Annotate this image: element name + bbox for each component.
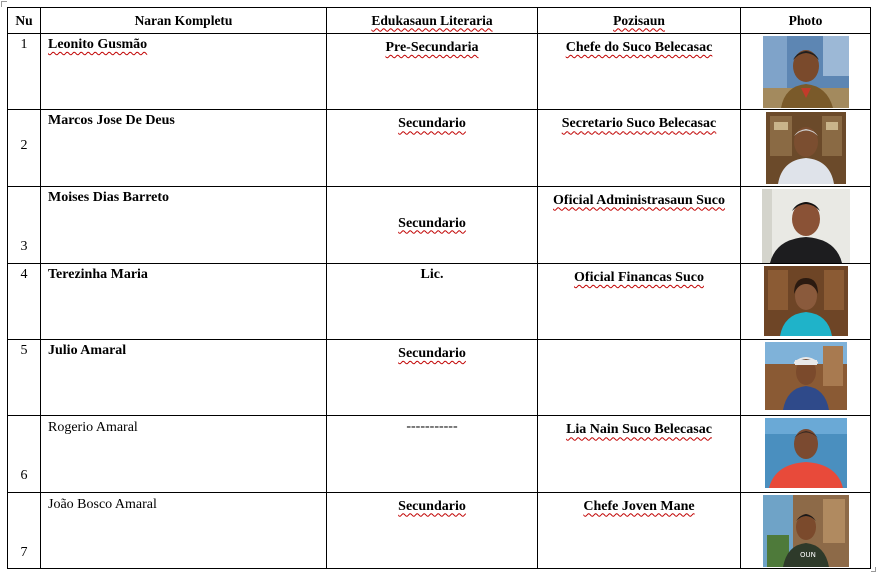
cell-position — [538, 263, 741, 339]
portrait-photo — [765, 418, 847, 488]
row-position — [538, 264, 740, 286]
table-row — [8, 263, 871, 339]
row-education-text: Pre-Secundaria — [385, 40, 479, 56]
row-name: Julio Amaral — [48, 343, 127, 359]
row-education-text: Secundario — [398, 116, 466, 132]
cell-photo — [741, 416, 871, 492]
cell-name — [41, 34, 327, 110]
cell-position — [538, 492, 741, 568]
row-name: Terezinha Maria — [48, 266, 148, 282]
row-education: ----------- — [406, 419, 458, 435]
row-number: 2 — [20, 138, 28, 154]
portrait-photo — [763, 36, 849, 108]
row-name: Rogerio Amaral — [48, 420, 138, 436]
row-number: 7 — [20, 544, 28, 560]
cell-education — [327, 186, 538, 263]
cell-education — [327, 34, 538, 110]
cell-name — [41, 340, 327, 416]
row-number: 5 — [20, 343, 28, 359]
cell-photo — [741, 186, 871, 263]
cell-nu — [8, 340, 41, 416]
row-number: 4 — [20, 266, 28, 282]
portrait-photo — [762, 189, 850, 263]
row-position — [538, 493, 740, 515]
header-education-label: Edukasaun Literaria — [371, 12, 493, 28]
row-education-text: Secundario — [398, 215, 466, 231]
row-position-text: Lia Nain Suco Belecasac — [566, 422, 712, 438]
cell-photo — [741, 34, 871, 110]
header-nu: Nu — [8, 8, 41, 34]
row-name: Moises Dias Barreto — [48, 189, 170, 205]
row-number: 6 — [20, 468, 28, 484]
portrait-photo — [765, 342, 847, 410]
row-position-text: Oficial Financas Suco — [574, 269, 704, 285]
row-education — [327, 340, 537, 362]
row-name: Marcos Jose De Deus — [48, 113, 175, 129]
row-position-text: Oficial Administrasaun Suco — [553, 192, 725, 208]
row-name: Leonito Gusmão — [48, 37, 148, 53]
row-number: 1 — [20, 37, 28, 53]
cell-position — [538, 186, 741, 263]
svg-text:OUN: OUN — [799, 550, 816, 559]
row-number: 3 — [20, 238, 28, 254]
row-position — [538, 340, 740, 343]
row-education: Lic. — [420, 266, 444, 282]
header-education — [327, 8, 538, 34]
row-education-text: Secundario — [398, 498, 466, 514]
row-education — [327, 34, 537, 56]
row-education — [327, 493, 537, 515]
cell-photo — [741, 492, 871, 568]
row-education — [327, 110, 537, 132]
cell-photo — [741, 110, 871, 186]
cell-education — [327, 110, 538, 186]
cell-nu — [8, 110, 41, 186]
cell-nu — [8, 34, 41, 110]
row-position-text: Secretario Suco Belecasac — [561, 116, 717, 132]
cell-photo — [741, 340, 871, 416]
table-row — [8, 416, 871, 492]
portrait-photo — [764, 266, 848, 336]
cell-position — [538, 110, 741, 186]
header-photo: Photo — [741, 8, 871, 34]
row-position — [538, 187, 740, 209]
cell-nu — [8, 186, 41, 263]
cell-position — [538, 340, 741, 416]
row-position — [538, 110, 740, 132]
cell-name — [41, 186, 327, 263]
cell-nu — [8, 416, 41, 492]
header-row — [8, 8, 871, 34]
header-name: Naran Kompletu — [41, 8, 327, 34]
cell-education — [327, 340, 538, 416]
row-position — [538, 34, 740, 56]
page-corner-mark — [871, 567, 876, 572]
header-position — [538, 8, 741, 34]
cell-education — [327, 263, 538, 339]
cell-position — [538, 34, 741, 110]
table-row — [8, 34, 871, 110]
cell-education — [327, 492, 538, 568]
cell-name — [41, 263, 327, 339]
cell-photo — [741, 263, 871, 339]
cell-nu — [8, 263, 41, 339]
cell-name — [41, 416, 327, 492]
row-position-text: Chefe Joven Mane — [583, 498, 695, 514]
cell-position — [538, 416, 741, 492]
portrait-photo — [766, 112, 846, 184]
row-position-text: Chefe do Suco Belecasac — [565, 40, 713, 56]
cell-name — [41, 110, 327, 186]
table-row — [8, 492, 871, 568]
table-row — [8, 110, 871, 186]
cell-name — [41, 492, 327, 568]
header-position-label: Pozisaun — [613, 12, 665, 28]
table-row — [8, 186, 871, 263]
row-education — [327, 187, 537, 232]
row-education-text: Secundario — [398, 346, 466, 362]
cell-nu — [8, 492, 41, 568]
row-name: João Bosco Amaral — [48, 496, 157, 512]
row-position — [538, 416, 740, 438]
staff-table — [7, 7, 871, 569]
portrait-photo — [763, 495, 849, 567]
cell-education — [327, 416, 538, 492]
table-row — [8, 340, 871, 416]
